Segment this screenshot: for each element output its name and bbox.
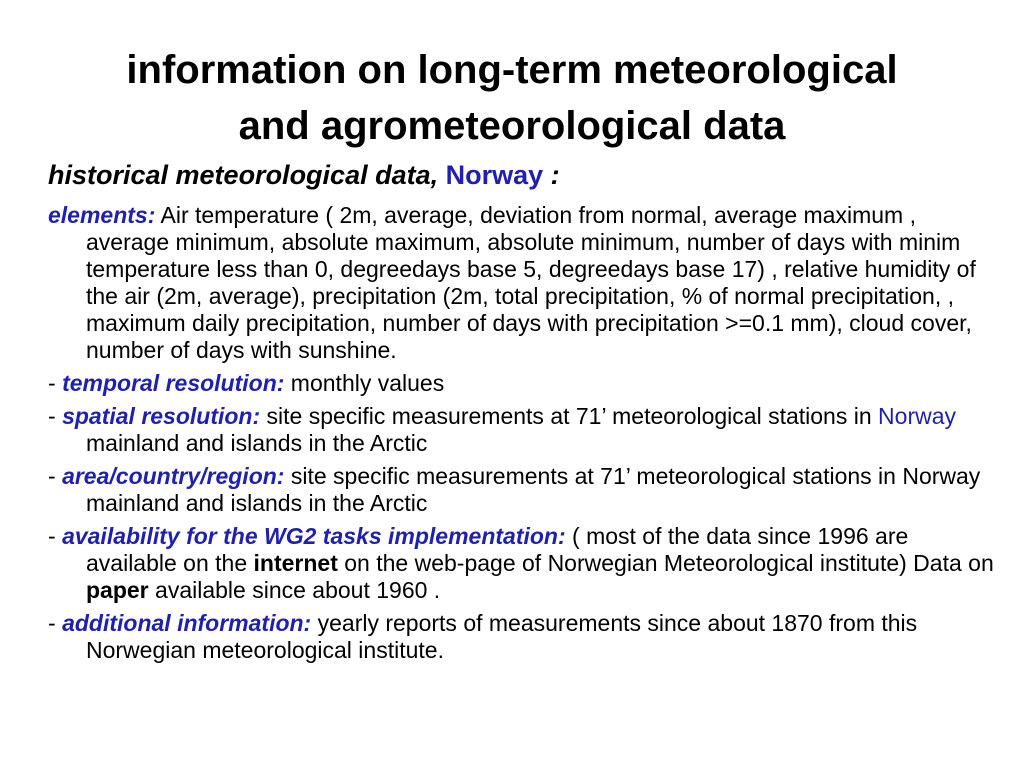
elements-label: elements: bbox=[48, 202, 156, 228]
additional-information-text: yearly reports of measurements since about 1870 from this Norwegian meteorological institute. bbox=[86, 610, 918, 663]
section-heading-suffix: : bbox=[543, 160, 560, 190]
slide-body bbox=[48, 202, 998, 670]
availability-text-3: available since about 1960 . bbox=[148, 577, 441, 603]
temporal-resolution-text: monthly values bbox=[284, 370, 445, 396]
spatial-resolution-label: spatial resolution: bbox=[62, 403, 261, 429]
temporal-resolution-paragraph bbox=[48, 370, 998, 397]
section-heading bbox=[48, 157, 560, 193]
area-region-paragraph bbox=[48, 463, 998, 517]
slide-title-line-1: information on long-term meteorological bbox=[126, 48, 898, 92]
area-region-text: site specific measurements at 71’ meteorological stations in Norway mainland and islands in the Arctic bbox=[86, 463, 981, 516]
spatial-resolution-dash: - bbox=[48, 403, 63, 429]
spatial-resolution-country: Norway bbox=[878, 403, 957, 429]
availability-text-1: ( most of the data since 1996 are available on the bbox=[86, 523, 909, 576]
slide-title-line-2: and agrometeorological data bbox=[238, 104, 786, 148]
availability-text-2: on the web-page of Norwegian Meteorological institute) Data on bbox=[337, 550, 994, 576]
slide-title bbox=[40, 42, 984, 154]
elements-text: Air temperature ( 2m, average, deviation from normal, average maximum , average minimum, absolute maximum, absolute minimum, number of days with minim temperature less than 0, degreedays base 5, degreedays base 17) , relative humidity of the air (2m, average), precipitation (2m, total precipitation, % of normal precipitation, , maximum daily precipitation, number of days with precipitation >=0.1 mm), cloud cover, number of days with sunshine. bbox=[86, 202, 976, 363]
area-region-dash: - bbox=[48, 463, 63, 489]
availability-internet: internet bbox=[253, 550, 338, 576]
additional-information-dash: - bbox=[48, 610, 63, 636]
elements-paragraph bbox=[48, 202, 998, 364]
area-region-label: area/country/region: bbox=[62, 463, 285, 489]
section-heading-text: historical meteorological data, bbox=[48, 160, 446, 190]
availability-paper: paper bbox=[86, 577, 149, 603]
availability-label: availability for the WG2 tasks implementation: bbox=[62, 523, 566, 549]
spatial-resolution-text-before: site specific measurements at 71’ meteorological stations in bbox=[260, 403, 879, 429]
additional-information-paragraph bbox=[48, 610, 998, 664]
temporal-resolution-dash: - bbox=[48, 370, 63, 396]
availability-dash: - bbox=[48, 523, 63, 549]
spatial-resolution-paragraph bbox=[48, 403, 998, 457]
temporal-resolution-label: temporal resolution: bbox=[62, 370, 285, 396]
additional-information-label: additional information: bbox=[62, 610, 312, 636]
section-heading-country: Norway bbox=[445, 160, 544, 190]
spatial-resolution-text-after: mainland and islands in the Arctic bbox=[86, 430, 428, 456]
availability-paragraph bbox=[48, 523, 998, 604]
